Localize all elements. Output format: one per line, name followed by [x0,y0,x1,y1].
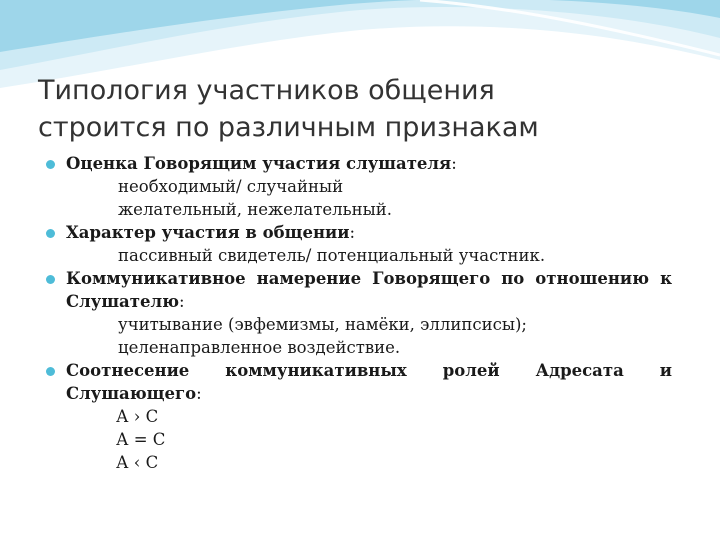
list-item-detail: учитывание (эвфемизмы, намёки, эллипсисы); [118,315,527,334]
list-item-heading-cont: Слушающего: [66,384,202,403]
title-line-2: строится по различным признакам [38,112,539,143]
slide-title [38,72,688,146]
bullet-dot-icon [46,275,55,284]
list-item-detail: целенаправленное воздействие. [118,338,401,357]
bullet-dot-icon [46,367,55,376]
list-item [46,267,672,359]
list-item-heading: Коммуникативное намерение Говорящего по отношению к Слушателю: [66,269,672,311]
relation-line: А = С [116,430,166,449]
list-item [46,221,672,267]
bullet-dot-icon [46,160,55,169]
title-line-1: Типология участников общения [38,75,495,106]
relation-line: А ‹ С [116,453,159,472]
relation-line: А › С [116,407,159,426]
list-item [46,359,672,474]
list-item-heading: Характер участия в общении: [66,223,356,242]
bullet-dot-icon [46,229,55,238]
list-item-detail: необходимый/ случайный [118,177,344,196]
list-item [46,152,672,221]
list-item-heading: Оценка Говорящим участия слушателя: [66,154,457,173]
list-item-heading: Соотнесение коммуникативных ролей Адресата и [66,361,672,380]
list-item-detail: желательный, нежелательный. [118,200,392,219]
bullet-list [46,152,672,474]
list-item-detail: пассивный свидетель/ потенциальный участник. [118,246,546,265]
